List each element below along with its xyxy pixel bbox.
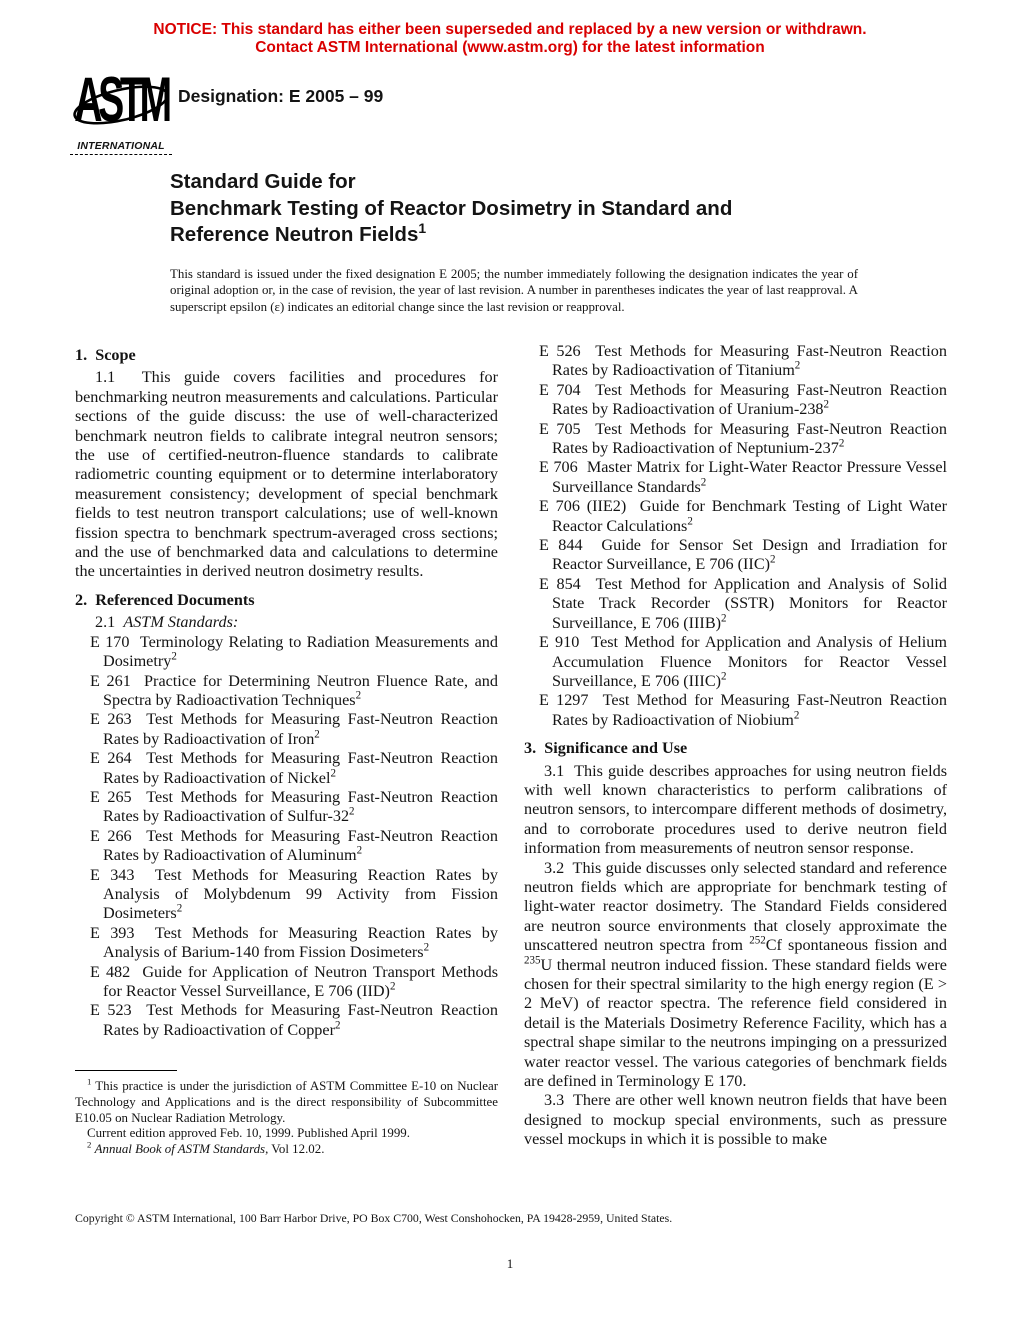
reference-item: E 704 Test Methods for Measuring Fast-Neutron Reaction Rates by Radioactivation of Uranium-$238^2$ <box>539 380 947 419</box>
reference-item: E 264 Test Methods for Measuring Fast-Neutron Reaction Rates by Radioactivation of Nickel$^2$ <box>90 749 498 787</box>
left-column <box>75 342 498 1040</box>
footnote-2: $^2$ Annual Book of ASTM Standards, Vol 12.02. <box>87 1139 325 1157</box>
footnote-edition: Current edition approved Feb. 10, 1999. Published April 1999. <box>87 1126 410 1141</box>
astm-logo-subtitle: INTERNATIONAL <box>70 140 172 155</box>
footnote-block <box>75 1070 498 1158</box>
section-1-heading: 1. Scope <box>75 346 136 364</box>
notice-line-1: NOTICE: This standard has either been superseded and replaced by a new version or withdrawn. <box>153 21 867 38</box>
reference-item: E 393 Test Methods for Measuring Reaction Rates by Analysis of Barium-140 from Fission Dosimeters$^2$ <box>90 923 498 962</box>
paragraph-1-1: 1.1 This guide covers facilities and procedures for benchmarking neutron measurements and calculations. Particular sections of the guide discuss: the use of well-characterized benchmark neutron fields to calibrate integral neutron sensors; the use of certified-neutron-fluence standards to calibrate radiometric counting equipment or to determine interlaboratory measurement consistency; development of special benchmark fields to test neutron transport calculations; use of well-known fission spectra to benchmark spectrum-averaged cross sections; and the use of benchmarked data and calculations to determine the uncertainties in derived neutron dosimetry results. <box>75 368 498 581</box>
reference-item: E 266 Test Methods for Measuring Fast-Neutron Reaction Rates by Radioactivation of Aluminum$^2$ <box>90 826 498 865</box>
reference-list-right <box>524 342 947 730</box>
copyright-line: Copyright © ASTM International, 100 Barr Harbor Drive, PO Box C700, West Conshohocken, PA 19428-2959, United States. <box>75 1211 673 1225</box>
svg-text:ASTM: ASTM <box>74 68 168 136</box>
section-3-heading: 3. Significance and Use <box>524 739 688 758</box>
title-line-3: Reference Neutron Fields$^1$ <box>170 220 427 246</box>
reference-item: E 706 Master Matrix for Light-Water Reactor Pressure Vessel Surveillance Standards$^2$ <box>539 458 947 496</box>
reference-item: E 1297 Test Method for Measuring Fast-Neutron Reaction Rates by Radioactivation of Niobium$^2$ <box>539 691 947 729</box>
designation-label: Designation: E 2005 – 99 <box>178 86 384 106</box>
supersession-notice <box>0 21 1020 57</box>
astm-seal-icon <box>72 68 170 142</box>
paragraph-2-1: 2.1 ASTM Standards: <box>95 613 239 632</box>
reference-item: E 343 Test Methods for Measuring Reaction Rates by Analysis of Molybdenum 99 Activity from Fission Dosimeters$^2$ <box>90 865 498 923</box>
reference-item: E 844 Guide for Sensor Set Design and Irradiation for Reactor Surveillance, E 706 (IIC)$^2$ <box>539 536 947 574</box>
reference-item: E 854 Test Method for Application and Analysis of Solid State Track Recorder (SSTR) Monitors for Reactor Surveillance, E 706 (IIIB)$^2$ <box>539 574 947 632</box>
reference-item: E 910 Test Method for Application and Analysis of Helium Accumulation Fluence Monitors for Reactor Vessel Surveillance, E 706 (IIIC)$^2$ <box>539 633 947 690</box>
title-line-2: Benchmark Testing of Reactor Dosimetry in Standard and <box>170 196 733 220</box>
reference-item: E 706 (IIE2) Guide for Benchmark Testing of Light Water Reactor Calculations$^2$ <box>539 497 947 535</box>
paragraph-3-1: 3.1 This guide describes approaches for using neutron fields with well known characteristics to perform calibrations of neutron sensors, to intercompare different methods of dosimetry, and to corroborate procedures used to derive neutron field information from measurements of neutron sensor response. <box>524 761 947 858</box>
paragraph-3-2: 3.2 This guide discusses only selected standard and reference neutron fields which are appropriate for benchmark testing of light-water reactor dosimetry. The Standard Fields considered are neutron source environments that closely approximate the unscattered neutron spectra from $^{252}$Cf spontaneous fission and $^{235}$U thermal neutron induced fission. These standard fields were chosen for their spectral similarity to the high energy region (E > 2 MeV) of reactor spectra. The reference field considered in detail is the Materials Dosimetry Reference Facility, which has a spectral shape similar to the neutrons impinging on a pressurized water reactor vessel. The various categories of benchmark fields are defined in Terminology E 170. <box>524 858 947 1091</box>
reference-item: E 526 Test Methods for Measuring Fast-Neutron Reaction Rates by Radioactivation of Titanium$^2$ <box>539 342 947 380</box>
notice-line-2: Contact ASTM International (www.astm.org) for the latest information <box>255 39 765 56</box>
reference-item: E 263 Test Methods for Measuring Fast-Neutron Reaction Rates by Radioactivation of Iron$^2$ <box>90 710 498 748</box>
issued-under-note: This standard is issued under the fixed designation E 2005; the number immediately following the designation indicates the year of original adoption or, in the case of revision, the year of last revision. A number in parentheses indicates the year of last reapproval. A superscript epsilon (ε) indicates an editorial change since the last revision or reapproval. <box>170 267 858 314</box>
title-kicker: Standard Guide for <box>170 170 356 193</box>
reference-item: E 261 Practice for Determining Neutron Fluence Rate, and Spectra by Radioactivation Techniques$^2$ <box>90 671 498 709</box>
right-column <box>524 342 947 1150</box>
footnote-rule <box>75 1070 177 1071</box>
reference-item: E 523 Test Methods for Measuring Fast-Neutron Reaction Rates by Radioactivation of Copper$^2$ <box>90 1001 498 1039</box>
reference-item: E 705 Test Methods for Measuring Fast-Neutron Reaction Rates by Radioactivation of Neptunium-$237^2$ <box>539 419 947 458</box>
reference-item: E 170 Terminology Relating to Radiation Measurements and Dosimetry$^2$ <box>90 632 498 671</box>
section-2-heading: 2. Referenced Documents <box>75 590 255 609</box>
astm-logo <box>70 68 172 155</box>
footnote-1: $^1$ This practice is under the jurisdiction of ASTM Committee E-10 on Nuclear Technology and Applications and is the direct responsibility of Subcommittee E10.05 on Nuclear Radiation Metrology. <box>75 1076 498 1125</box>
page-number: 1 <box>506 1256 514 1271</box>
document-title <box>170 169 880 249</box>
reference-list-left <box>75 633 498 1041</box>
reference-item: E 265 Test Methods for Measuring Fast-Neutron Reaction Rates by Radioactivation of Sulfur-$32^2$ <box>90 787 498 826</box>
reference-item: E 482 Guide for Application of Neutron Transport Methods for Reactor Vessel Surveillance, E 706 (IID)$^2$ <box>90 962 498 1000</box>
paragraph-3-3: 3.3 There are other well known neutron fields that have been designed to mockup special environments, such as pressure vessel mockups in which it is possible to make <box>524 1091 947 1149</box>
